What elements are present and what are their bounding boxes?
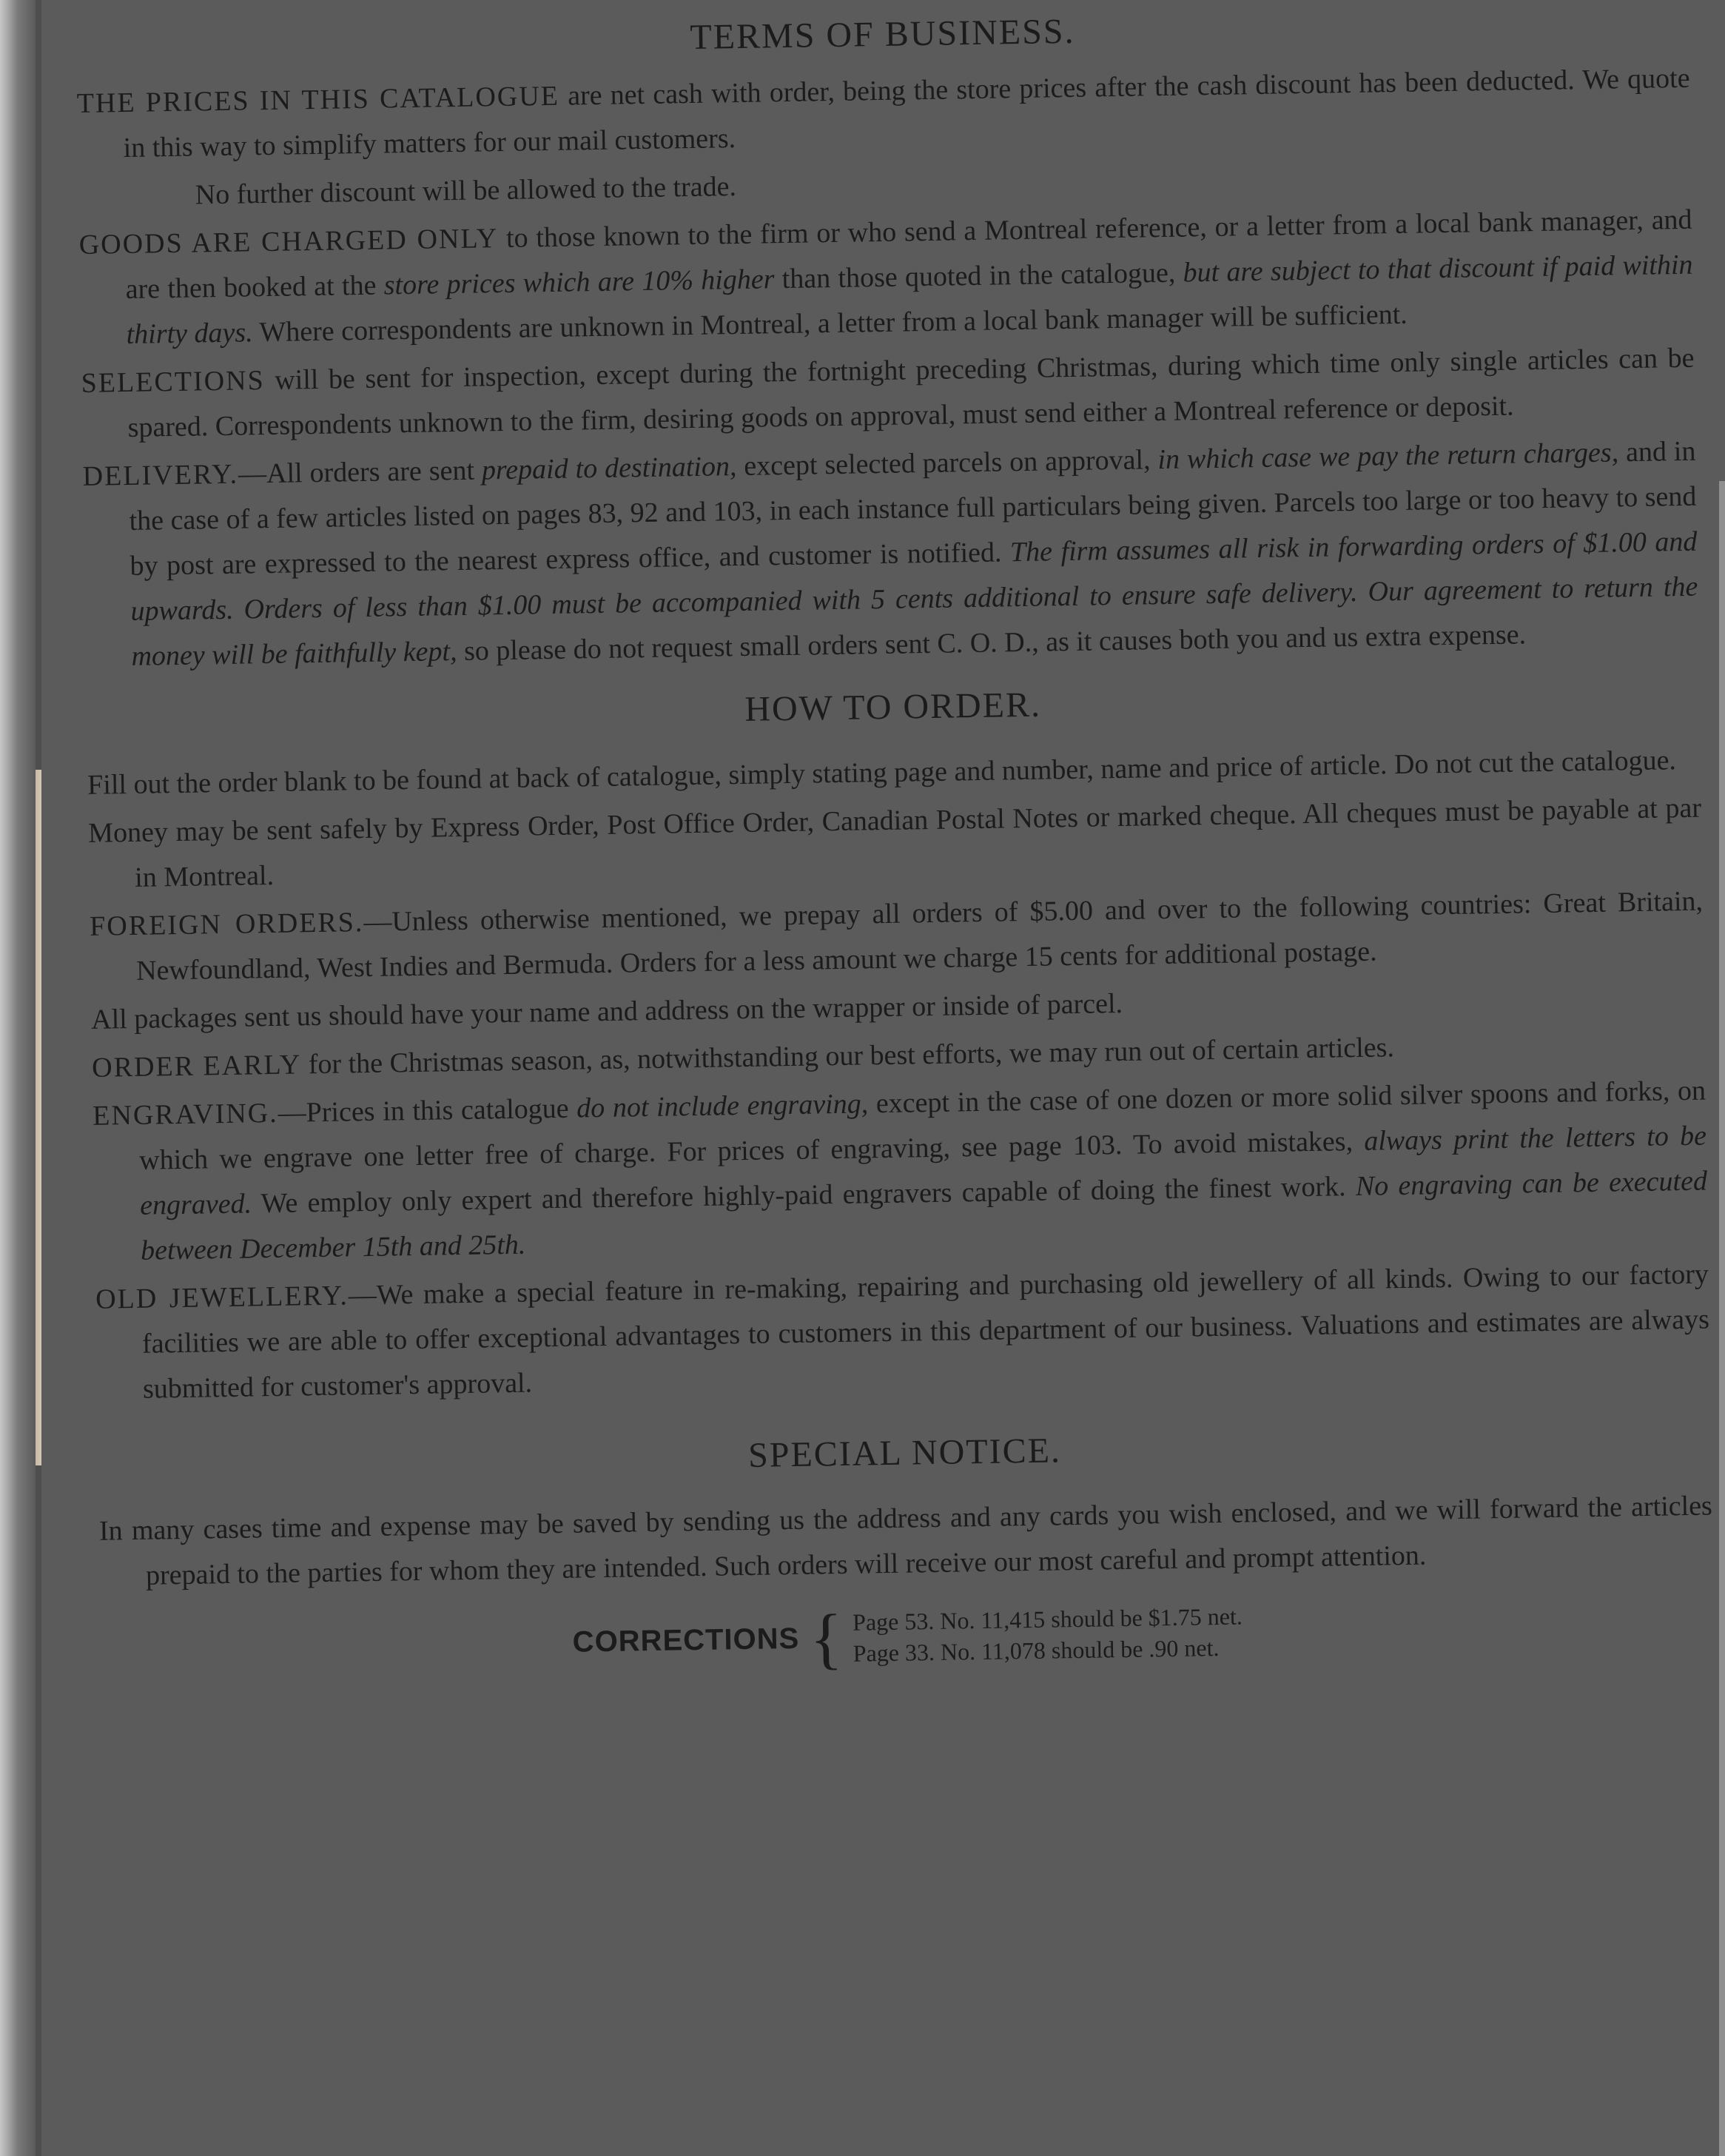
corrections-brace: { (809, 1599, 844, 1676)
paragraph-lead: FOREIGN ORDERS. (89, 907, 364, 942)
paragraph-text: —We make a special feature in re-making, repairing and purchasing old jewellery of all kinds. Owing to our factory facilities we are able to offer exceptional advantages to customers in this department of our business. Valuations and estimates are always submitted for customer's approval. (141, 1258, 1710, 1405)
paragraph-italic: in which case we pay the return charges, (1157, 437, 1619, 476)
paragraph-text: so please do not request small orders sent C. O. D., as it causes both you and us extra expense. (457, 619, 1527, 668)
corrections-title: CORRECTIONS (572, 1622, 800, 1659)
paragraph-text: than those quoted in the catalogue, (774, 257, 1183, 295)
paragraph-text: and in the case of a few articles listed on pages 83, 92 and 103, in each instance full particulars being given. Parcels too large or too heavy to send by post are expressed to the nearest express office, and customer is notified. (129, 435, 1697, 582)
paragraph-text: —All orders are sent (238, 454, 482, 490)
order-engraving-paragraph (93, 1069, 1709, 1275)
page-right-edge (1719, 481, 1725, 2156)
paragraph-text: —Unless otherwise mentioned, we prepay all orders of $5.00 and over to the following countries: Great Britain, Newfoundland, West Indies and Bermuda. Orders for a less amount we charge 15 cents for additional postage. (135, 885, 1704, 987)
page-content (75, 0, 1715, 1681)
order-fill-out-paragraph: Fill out the order blank to be found at back of catalogue, simply stating page and number, name and price of article. Do not cut the catalogue. (87, 745, 1677, 801)
paragraph-text: will be sent for inspection, except during the fortnight preceding Christmas, during which time only single articles can be spared. Correspondents unknown to the firm, desiring goods on approval, must send either a Montreal reference or deposit. (127, 342, 1695, 443)
paragraph-text: to those known to the firm or who send a Montreal reference, or a letter from a local bank manager, and are then booked at the (125, 204, 1692, 305)
paragraph-italic: always print the letters to be engraved. (139, 1120, 1707, 1221)
order-money-paragraph: Money may be sent safely by Express Order, Post Office Order, Canadian Postal Notes or marked cheque. All cheques must be payable at par in Montreal. (87, 792, 1702, 893)
paragraph-italic: No engraving can be executed between December 15th and 25th. (140, 1165, 1708, 1266)
paragraph-lead: GOODS ARE CHARGED ONLY (78, 223, 499, 261)
paragraph-lead: SELECTIONS (81, 365, 265, 399)
paragraph-lead: ENGRAVING. (92, 1097, 279, 1132)
paragraph-lead: OLD JEWELLERY. (95, 1280, 349, 1315)
paragraph-italic: store prices which are 10% higher (383, 263, 775, 301)
terms-discount-note: No further discount will be allowed to the trade. (195, 171, 737, 211)
paragraph-text: Where correspondents are unknown in Montreal, a letter from a local bank manager will be sufficient. (252, 298, 1408, 349)
paragraph-text: for the Christmas season, as, notwithstanding our best efforts, we may run out of certain articles. (301, 1032, 1395, 1081)
paragraph-text: except selected parcels on approval, (736, 444, 1158, 483)
paragraph-text: We employ only expert and therefore highly-paid engravers capable of doing the finest work. (251, 1171, 1356, 1220)
special-notice-paragraph: In many cases time and expense may be saved by sending us the address and any cards you wish enclosed, and we will forward the articles prepaid to the parties for whom they are intended. Such orders will receive our most careful and prompt attention. (98, 1490, 1713, 1591)
terms-heading: TERMS OF BUSINESS. (689, 11, 1075, 57)
terms-delivery-paragraph (82, 429, 1699, 680)
paragraph-text: except in the case of one dozen or more solid silver spoons and forks, on which we engrave one letter free of charge. For prices of engraving, see page 103. To avoid mistakes, (138, 1075, 1706, 1176)
corrections-block (101, 1593, 1715, 1680)
paragraph-italic: but are subject to that discount if paid within thirty days. (126, 249, 1693, 350)
order-old-jewellery-paragraph (95, 1252, 1711, 1413)
corrections-lines (853, 1601, 1243, 1669)
catalogue-page (41, 0, 1725, 2156)
paragraph-lead: DELIVERY. (82, 458, 239, 492)
paragraph-text: are net cash with order, being the store prices after the cash discount has been deducted. We quote in this way to simplify matters for our mail customers. (123, 62, 1690, 164)
special-notice-heading: SPECIAL NOTICE. (747, 1431, 1062, 1475)
correction-line: Page 53. No. 11,415 should be $1.75 net. (852, 1602, 1243, 1636)
paragraph-italic: do not include engraving, (576, 1088, 869, 1124)
terms-goods-charged-paragraph (78, 198, 1694, 358)
correction-line: Page 33. No. 11,078 should be .90 net. (853, 1633, 1220, 1667)
order-packages-paragraph: All packages sent us should have your name and address on the wrapper or inside of parcel. (90, 987, 1123, 1035)
how-to-order-heading: HOW TO ORDER. (744, 685, 1042, 729)
paragraph-italic: prepaid to destination, (481, 451, 737, 486)
book-spine-shadow (0, 0, 36, 2156)
paragraph-italic: The firm assumes all risk in forwarding orders of $1.00 and upwards. Orders of less than $1.00 must be accompanied with 5 cents additional to ensure safe delivery. Our agreement to return the money will be faithfully kept, (130, 525, 1698, 672)
paragraph-lead: THE PRICES IN THIS CATALOGUE (76, 80, 560, 119)
paragraph-lead: ORDER EARLY (91, 1049, 302, 1084)
paragraph-text: —Prices in this catalogue (278, 1092, 577, 1129)
